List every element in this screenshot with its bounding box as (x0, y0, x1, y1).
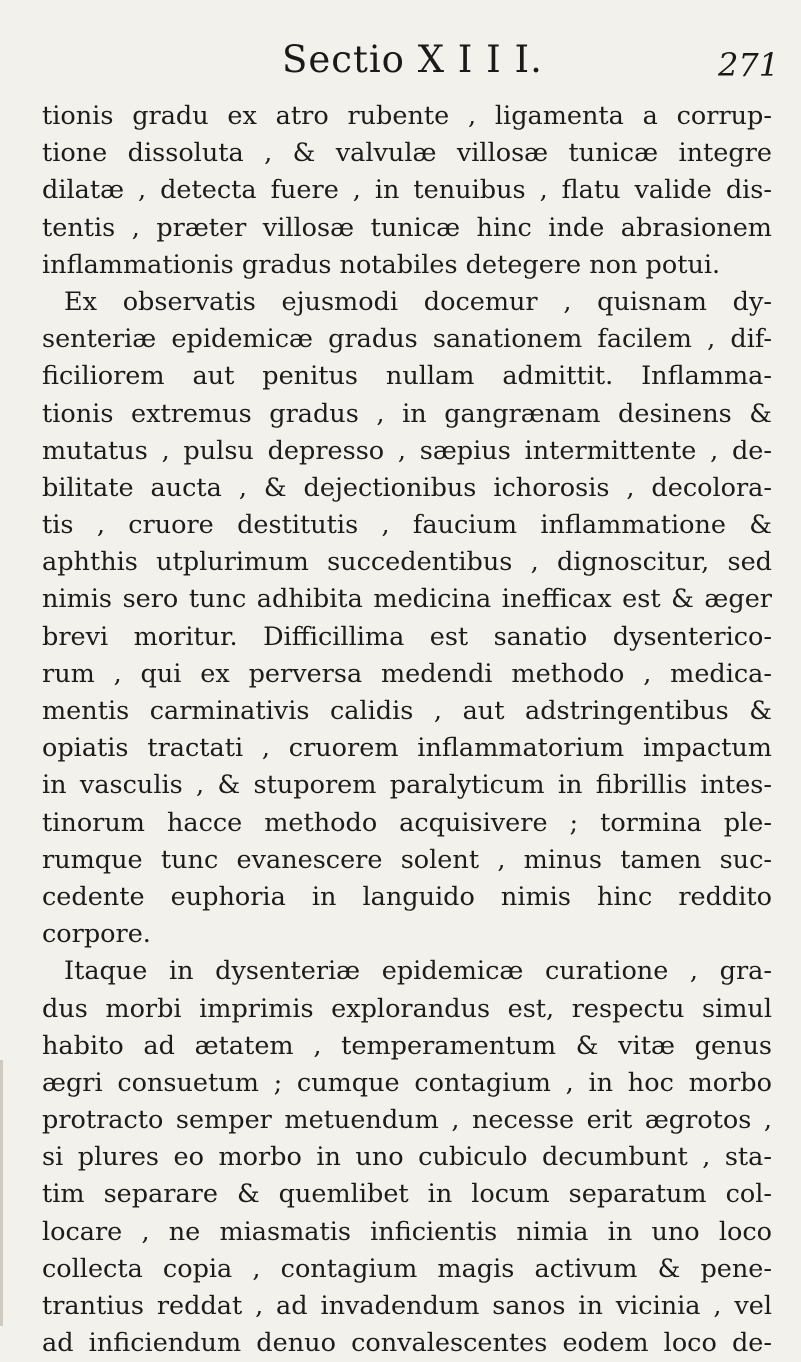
text-line: tinorum hacce methodo acquisivere ; tormina ple- (42, 807, 772, 838)
text-line: tionis extremus gradus , in gangrænam desinens & (42, 398, 772, 429)
text-line: bilitate aucta , & dejectionibus ichorosis , decolora- (42, 472, 772, 503)
text-line: tis , cruore destitutis , faucium inflammatione & (42, 510, 772, 541)
text-line: protracto semper metuendum , necesse erit ægrotos , (42, 1105, 772, 1136)
text-line: mentis carminativis calidis , aut adstringentibus & (42, 696, 772, 726)
text-line: trantius reddat , ad invadendum sanos in vicinia , vel (42, 1291, 772, 1321)
text-line: in vasculis , & stuporem paralyticum in fibrillis intes- (42, 770, 772, 801)
text-line: tione dissoluta , & valvulæ villosæ tunicæ integre (42, 138, 772, 169)
text-line: si plures eo morbo in uno cubiculo decumbunt , sta- (42, 1142, 772, 1173)
text-line: aphthis utplurimum succedentibus , dignoscitur, sed (42, 547, 772, 578)
text-line: nimis sero tunc adhibita medicina inefficax est & æger (42, 584, 772, 615)
text-line: corpore. (42, 919, 151, 950)
page-edge-shadow (0, 1060, 3, 1326)
page-number: 271 (718, 46, 780, 84)
running-head: Sectio X I I I. (282, 38, 543, 81)
text-line: ficiliorem aut penitus nullam admittit. Inflamma- (42, 361, 772, 392)
text-line: locare , ne miasmatis inficientis nimia in uno loco (42, 1216, 772, 1247)
text-line: inflammationis gradus notabiles detegere non potui. (42, 249, 721, 280)
text-line: tionis gradu ex atro rubente , ligamenta a corrup- (42, 101, 772, 131)
text-line: habito ad ætatem , temperamentum & vitæ genus (42, 1030, 772, 1061)
text-line: brevi moritur. Difficillima est sanatio dysenterico- (42, 621, 772, 652)
text-line: Ex observatis ejusmodi docemur , quisnam dy- (64, 286, 772, 317)
text-line: tim separare & quemlibet in locum separatum col- (42, 1179, 772, 1210)
text-line: mutatus , pulsu depresso , sæpius intermittente , de- (42, 435, 772, 466)
text-line: dus morbi imprimis explorandus est, respectu simul (42, 993, 772, 1024)
text-line: cedente euphoria in languido nimis hinc reddito (42, 881, 772, 912)
text-line: collecta copia , contagium magis activum & pene- (42, 1253, 772, 1284)
page-header (0, 38, 801, 88)
text-line: Itaque in dysenteriæ epidemicæ curatione , gra- (64, 956, 772, 987)
text-line: rumque tunc evanescere solent , minus tamen suc- (42, 844, 772, 875)
text-line: senteriæ epidemicæ gradus sanationem facilem , dif- (42, 324, 772, 355)
text-line: tentis , præter villosæ tunicæ hinc inde abrasionem (42, 212, 772, 243)
text-line: dilatæ , detecta fuere , in tenuibus , flatu valide dis- (42, 175, 772, 206)
text-line: rum , qui ex perversa medendi methodo , medica- (42, 658, 772, 689)
text-line: ægri consuetum ; cumque contagium , in hoc morbo (42, 1067, 772, 1098)
text-line: opiatis tractati , cruorem inflammatorium impactum (42, 733, 772, 764)
body-text (42, 98, 772, 1362)
text-line: ad inficiendum denuo convalescentes eodem loco de- (42, 1328, 772, 1359)
